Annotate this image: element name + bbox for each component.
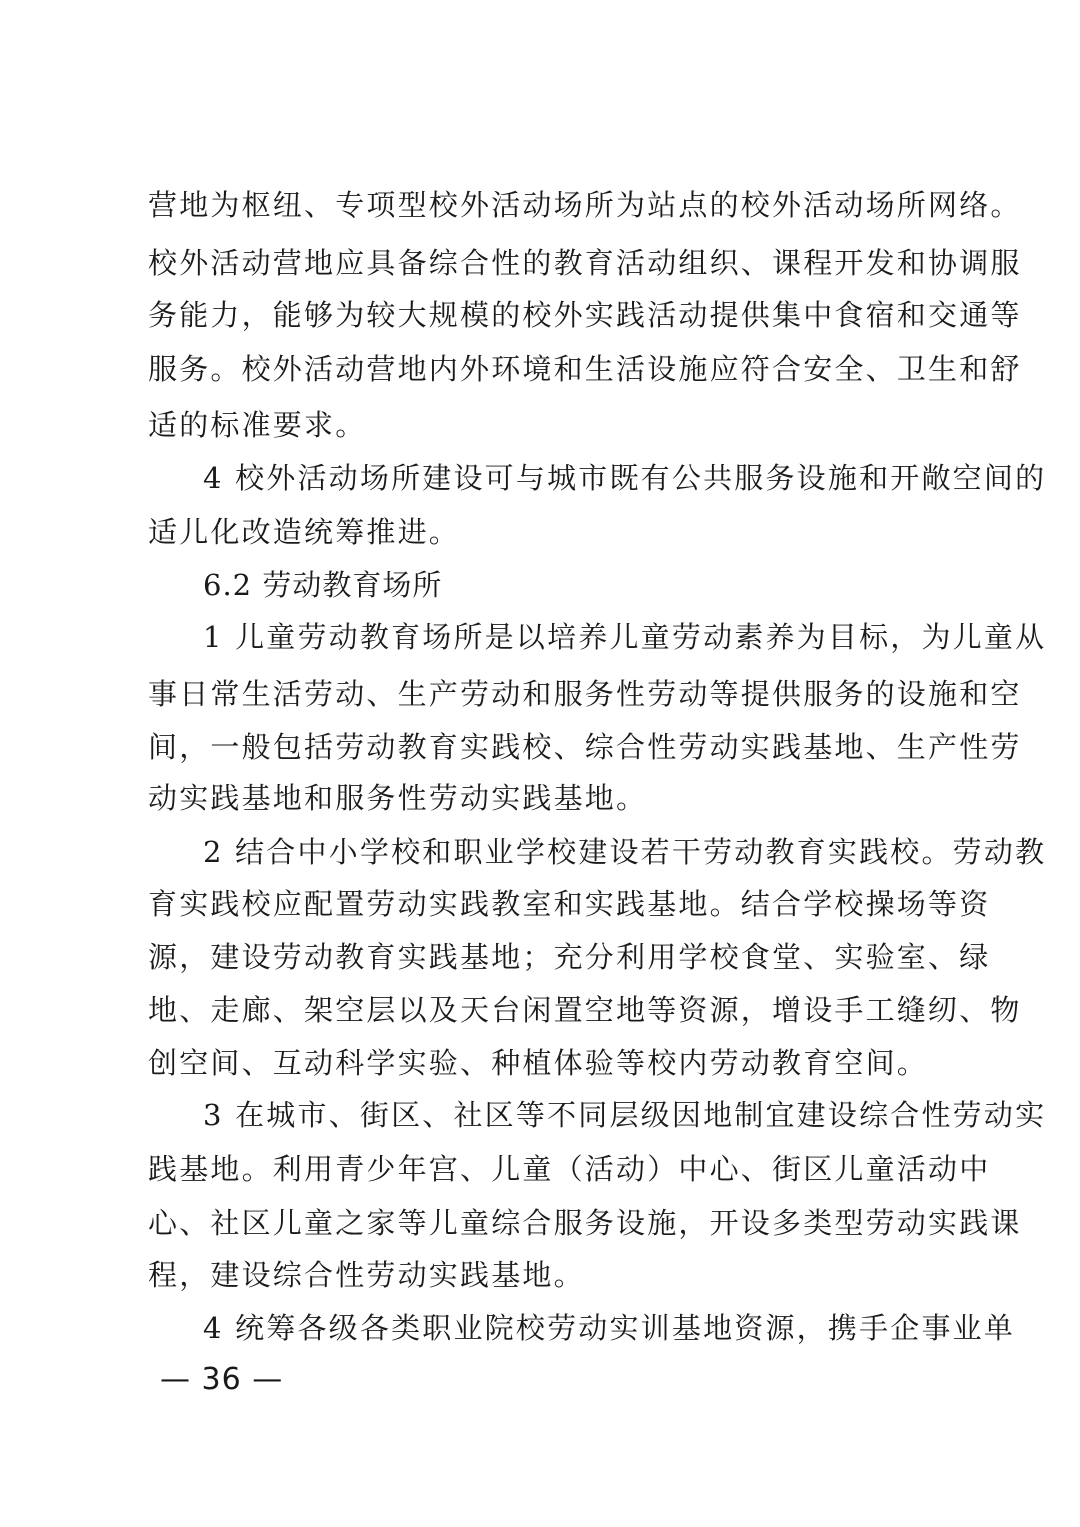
text-line: 地、走廊、架空层以及天台闲置空地等资源，增设手工缝纫、物 xyxy=(148,993,1022,1027)
paragraph-start: 2 结合中小学校和职业学校建设若干劳动教育实践校。劳动教 xyxy=(203,835,1047,869)
text-line: 心、社区儿童之家等儿童综合服务设施，开设多类型劳动实践课 xyxy=(148,1206,1022,1240)
text-line: 动实践基地和服务性劳动实践基地。 xyxy=(148,781,648,815)
text-line: 程，建设综合性劳动实践基地。 xyxy=(148,1258,585,1292)
paragraph-start: 4 统筹各级各类职业院校劳动实训基地资源，携手企事业单 xyxy=(203,1311,1016,1345)
text-line: 务能力，能够为较大规模的校外实践活动提供集中食宿和交通等 xyxy=(148,298,1022,332)
text-line: 校外活动营地应具备综合性的教育活动组织、课程开发和协调服 xyxy=(148,246,1022,280)
paragraph-start: 4 校外活动场所建设可与城市既有公共服务设施和开敞空间的 xyxy=(203,461,1047,495)
section-heading: 6.2 劳动教育场所 xyxy=(203,568,443,602)
text-line: 源，建设劳动教育实践基地；充分利用学校食堂、实验室、绿 xyxy=(148,940,991,974)
text-line: 事日常生活劳动、生产劳动和服务性劳动等提供服务的设施和空 xyxy=(148,677,1022,711)
text-line: 服务。校外活动营地内外环境和生活设施应符合安全、卫生和舒 xyxy=(148,352,1022,386)
paragraph-start: 1 儿童劳动教育场所是以培养儿童劳动素养为目标，为儿童从 xyxy=(203,620,1047,654)
paragraph-start: 3 在城市、街区、社区等不同层级因地制宜建设综合性劳动实 xyxy=(203,1098,1047,1132)
text-line: 践基地。利用青少年宫、儿童（活动）中心、街区儿童活动中 xyxy=(148,1152,991,1186)
text-line: 适儿化改造统筹推进。 xyxy=(148,515,461,549)
text-line: 间，一般包括劳动教育实践校、综合性劳动实践基地、生产性劳 xyxy=(148,730,1022,764)
text-line: 创空间、互动科学实验、种植体验等校内劳动教育空间。 xyxy=(148,1046,929,1080)
page-number: — 36 — xyxy=(160,1362,284,1397)
text-line: 育实践校应配置劳动实践教室和实践基地。结合学校操场等资 xyxy=(148,887,991,921)
text-line: 适的标准要求。 xyxy=(148,408,367,442)
text-line: 营地为枢纽、专项型校外活动场所为站点的校外活动场所网络。 xyxy=(148,188,1022,222)
